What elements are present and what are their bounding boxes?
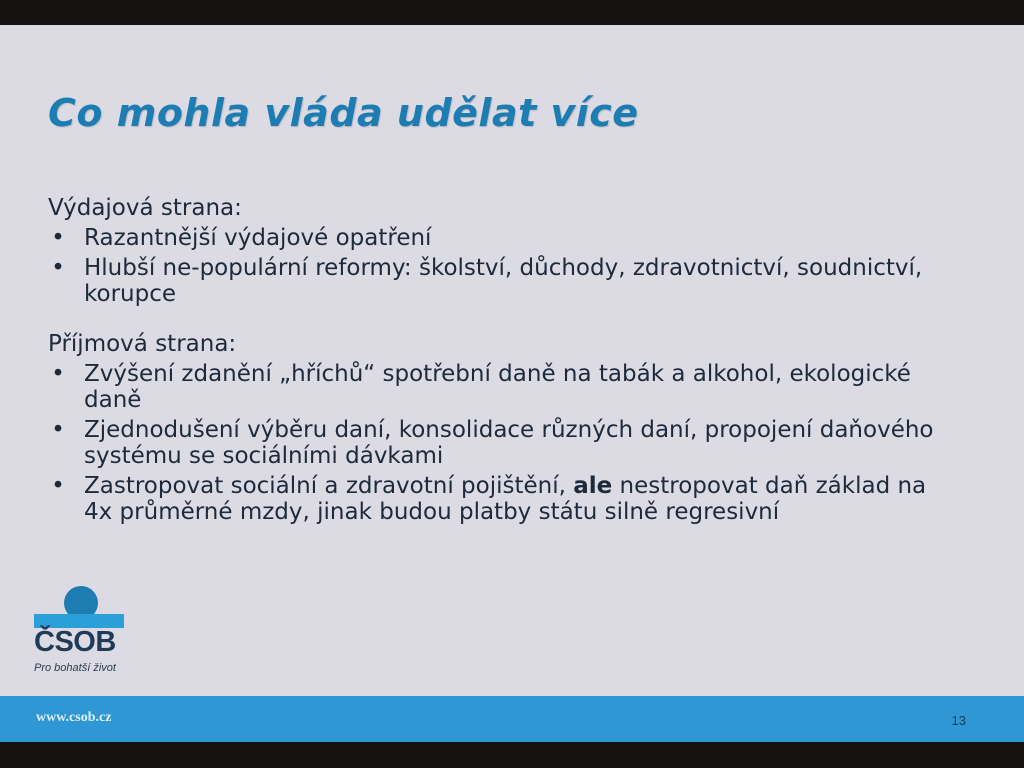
bullet-text: Zjednodušení výběru daní, konsolidace různých daní, propojení daňového systému se sociálními dávkami <box>84 417 934 469</box>
bullet-text-part: nestropovat daň základ na 4x průměrné mzdy, jinak budou platby státu silně regresivní <box>84 473 927 525</box>
list-item <box>48 473 948 525</box>
footer-url: www.csob.cz <box>36 710 112 725</box>
slide-title: Co mohla vláda udělat více <box>48 91 639 135</box>
list-item <box>48 255 948 307</box>
logo-tagline: Pro bohatší život <box>34 662 116 674</box>
section-spacer <box>48 307 948 331</box>
footer-bar <box>0 696 1024 742</box>
bullet-text: Zvýšení zdanění „hříchů“ spotřební daně na tabák a alkohol, ekologické daně <box>84 361 911 413</box>
bullet-icon: • <box>51 473 65 499</box>
logo-wordmark: ČSOB <box>34 626 116 658</box>
bullet-text-emphasis: ale <box>573 473 613 499</box>
list-item <box>48 225 948 251</box>
page-number: 13 <box>951 713 966 728</box>
bullet-text: Razantnější výdajové opatření <box>84 225 432 251</box>
list-item <box>48 361 948 413</box>
bullet-icon: • <box>51 255 65 281</box>
csob-logo <box>34 586 134 676</box>
bullet-list-expenditure <box>48 225 948 307</box>
bullet-list-revenue <box>48 361 948 525</box>
bullet-text <box>84 473 926 525</box>
bullet-text: Hlubší ne-populární reformy: školství, důchody, zdravotnictví, soudnictví, korupce <box>84 255 923 307</box>
bullet-text-part: Zastropovat sociální a zdravotní pojištění, <box>84 473 574 499</box>
section-heading-expenditure: Výdajová strana: <box>48 195 242 221</box>
bullet-icon: • <box>51 361 65 387</box>
list-item <box>48 417 948 469</box>
section-heading-revenue: Příjmová strana: <box>48 331 237 357</box>
bullet-icon: • <box>51 225 65 251</box>
bullet-icon: • <box>51 417 65 443</box>
presentation-slide <box>0 25 1024 742</box>
slide-content <box>48 195 948 525</box>
